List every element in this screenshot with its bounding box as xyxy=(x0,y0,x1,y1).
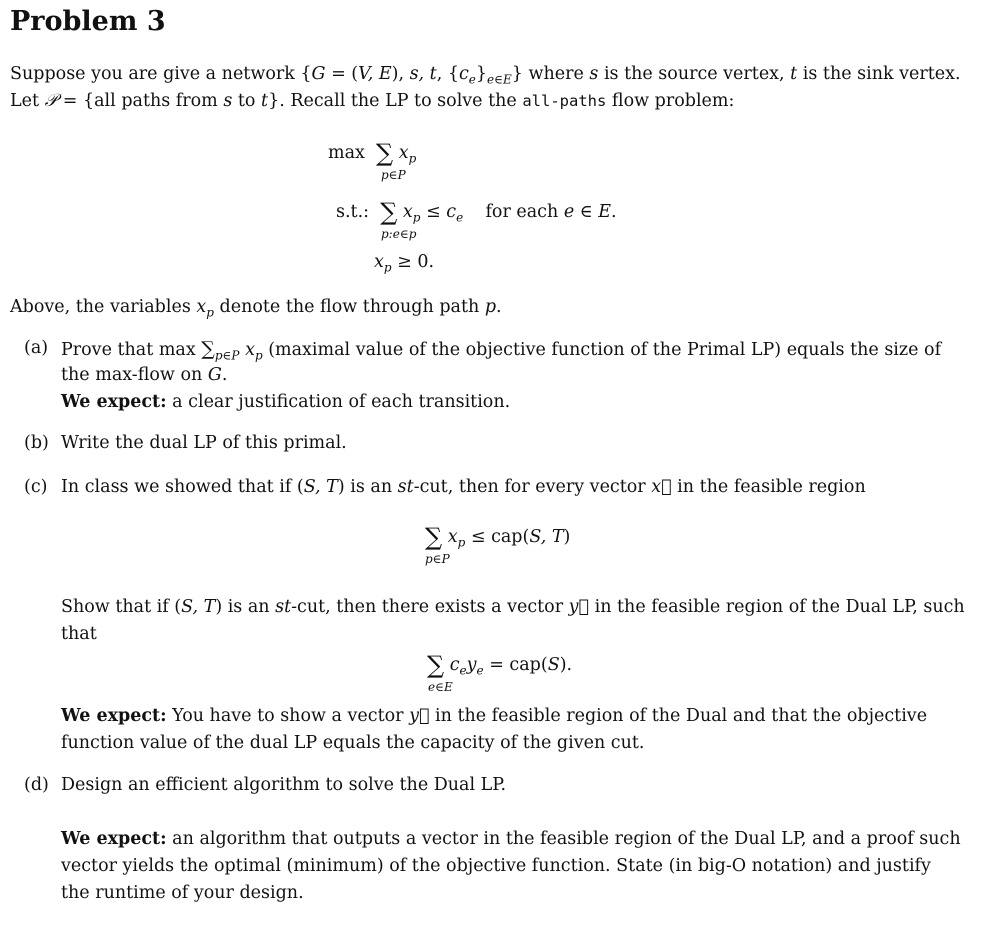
part-a-expect: We expect: a clear justification of each transition. xyxy=(61,392,511,412)
part-a-line-2: the max-flow on G. xyxy=(61,365,228,385)
lp-nonneg: $x_p \ge 0$. xyxy=(374,252,435,275)
part-c-line-2: Show that if (S, T) is an st-cut, then there exists a vector y⃗ in the feasible region of the Dual LP, such xyxy=(61,597,965,617)
part-d-expect-3: the runtime of your design. xyxy=(61,883,304,903)
part-d-expect-1: We expect: an algorithm that outputs a vector in the feasible region of the Dual LP, and a proof such xyxy=(61,829,961,849)
part-c-formula-2: ∑ $c_ey_e = cap(S)$. xyxy=(427,651,573,679)
part-d-expect-2: vector yields the optimal (minimum) of the objective function. State (in big-O notation) and justify xyxy=(61,856,931,876)
part-c-label: (c) xyxy=(24,477,48,497)
intro-line-2: Let 𝒫 = {all paths from s to t}. Recall the LP to solve the all-paths flow problem: xyxy=(10,91,735,111)
part-c-expect-1: We expect: You have to show a vector y⃗ in the feasible region of the Dual and that the objective xyxy=(61,706,928,726)
page-title: Problem 3 xyxy=(10,6,166,37)
lp-constraint: s.t.: ∑ $x_p \le c_e$ for each e ∈ E. xyxy=(336,198,617,226)
lp-objective-range: p∈P xyxy=(381,168,406,182)
part-c-line-3: that xyxy=(61,624,97,644)
part-b-line-1: Write the dual LP of this primal. xyxy=(61,433,347,453)
part-d-label: (d) xyxy=(24,775,49,795)
part-a-line-1: Prove that $\max \sum_{p\in P}$ $x_p$ (maximal value of the objective function of the Primal LP) equals the size of xyxy=(61,338,942,363)
part-a-label: (a) xyxy=(24,338,49,358)
lp-objective: max ∑ $x_p$ xyxy=(328,139,417,167)
part-c-formula-1: ∑ $x_p \le cap(S$, T) xyxy=(425,523,571,551)
lp-constraint-range: p:e∈p xyxy=(381,227,417,241)
part-c-formula-1-range: p∈P xyxy=(425,552,450,566)
part-b-label: (b) xyxy=(24,433,49,453)
part-d-line-1: Design an efficient algorithm to solve the Dual LP. xyxy=(61,775,507,795)
above-note: Above, the variables $x_p$ denote the flow through path p. xyxy=(10,297,502,320)
part-c-line-1: In class we showed that if (S, T) is an st-cut, then for every vector x⃗ in the feasible region xyxy=(61,477,866,497)
part-c-expect-2: function value of the dual LP equals the capacity of the given cut. xyxy=(61,733,645,753)
intro-line-1: Suppose you are give a network {G = (V, E), s, t, $\{c_e\}_{e\in E}$} where s is the source vertex, t is the sink vertex. xyxy=(10,64,961,87)
part-c-formula-2-range: e∈E xyxy=(428,680,453,694)
